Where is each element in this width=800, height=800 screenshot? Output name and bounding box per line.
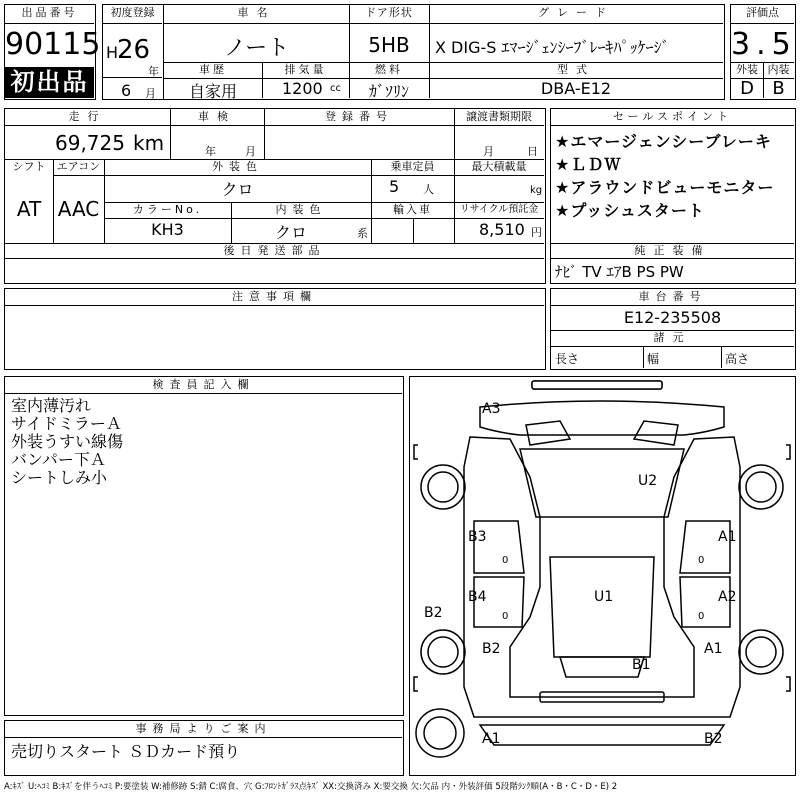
- interior-label: 内装: [767, 63, 790, 76]
- capacity-unit: 人: [423, 183, 434, 196]
- legend: A:ｷｽﾞ U:ﾍｺﾐ B:ｷｽﾞを伴うﾍｺﾐ P:要塗装 W:補修跡 S:錆 C:腐食、穴 G:ﾌﾛﾝﾄｶﾞﾗｽ点ｷｽﾞ XX:交換済み X:要交換 欠:欠品 内・外装評価 5段階ﾗﾝｸ順(A・B・C・D・E) 2: [4, 782, 618, 792]
- sales-point-item: ★ＬＤＷ: [555, 155, 622, 174]
- first-reg-label: 初度登録: [110, 6, 155, 19]
- mileage-label: 走行: [68, 110, 107, 123]
- score: 3.5: [731, 27, 797, 62]
- chassis-label: 車台番号: [638, 290, 707, 303]
- sales-points-label: セールスポイント: [612, 110, 732, 123]
- office-label: 事務局よりご案内: [135, 722, 272, 735]
- spare-wheel: [416, 709, 464, 757]
- diagram-label-b3: B3: [468, 529, 487, 545]
- inspection-year-unit: 年: [205, 145, 216, 158]
- shift-label: シフト: [12, 160, 46, 173]
- mileage: 69,725: [55, 131, 125, 155]
- equipment-label: 純正装備: [634, 244, 711, 257]
- remark-item: サイドミラーＡ: [11, 414, 122, 433]
- diagram-label-a1-mid: A1: [704, 641, 723, 657]
- recycle-label: リサイクル預託金: [459, 204, 539, 215]
- month-unit: 月: [145, 87, 156, 100]
- inspection-month-unit: 月: [245, 145, 256, 158]
- sales-point-item: ★プッシュスタート: [555, 201, 705, 220]
- model-label: 型式: [557, 63, 595, 76]
- transfer-day-unit: 日: [527, 145, 538, 158]
- displacement-unit: cc: [330, 83, 341, 94]
- windshield-right: [634, 421, 678, 445]
- notes-box: [4, 288, 546, 370]
- ac: AAC: [57, 197, 100, 221]
- office-message: 売切りスタート ＳＤカード預り: [11, 742, 241, 761]
- year-number: 26: [117, 35, 151, 65]
- recycle: 8,510: [479, 220, 525, 239]
- lot-label: 出品番号: [21, 6, 78, 19]
- color-no-label: カラーNo.: [132, 203, 203, 216]
- int-color-label: 内装色: [275, 203, 327, 216]
- history: 自家用: [188, 82, 237, 101]
- load-label: 最大積載量: [471, 160, 527, 173]
- reg-no-label: 登録番号: [325, 110, 393, 123]
- diagram-label-a2: A2: [718, 589, 737, 605]
- zero-mark: 0: [502, 555, 509, 566]
- grade: X DIG-S ｴﾏｰｼﾞｪﾝｼｰﾌﾞﾚｰｷﾊﾟｯｹｰｼﾞ: [435, 38, 670, 57]
- diagram-label-b2-bottom: B2: [704, 731, 723, 747]
- car-name-label: 車名: [237, 6, 276, 19]
- diagram-label-u1: U1: [594, 589, 614, 605]
- damage-diagram-box: [409, 376, 796, 776]
- fuel-label: 燃料: [375, 63, 403, 76]
- remark-item: 外装うすい線傷: [11, 432, 124, 451]
- car-name: ノート: [223, 36, 290, 61]
- score-label: 評価点: [746, 6, 779, 19]
- office-box: [4, 720, 404, 776]
- notes-label: 注意事項欄: [232, 290, 317, 303]
- int-color: クロ: [274, 223, 307, 242]
- model: DBA-E12: [540, 79, 612, 98]
- height-label: 高さ: [725, 352, 750, 366]
- interior-grade: B: [772, 78, 785, 99]
- first-sale-badge: 初出品: [5, 67, 94, 98]
- zero-mark: 0: [698, 555, 705, 566]
- ext-color: クロ: [221, 180, 254, 199]
- color-no: KH3: [151, 220, 184, 239]
- ac-label: エアコン: [56, 160, 101, 173]
- fuel: ｶﾞｿﾘﾝ: [368, 82, 409, 101]
- diagram-label-b2-left: B2: [424, 605, 443, 621]
- equipment-value: ﾅﾋﾞ TV ｴｱB PS PW: [555, 263, 684, 281]
- car-diagram: [410, 377, 794, 774]
- ext-color-label: 外装色: [212, 160, 263, 173]
- zero-mark: 0: [502, 611, 509, 622]
- chassis-number: E12-235508: [623, 308, 722, 327]
- diagram-label-b4: B4: [468, 589, 487, 605]
- year-unit: 年: [148, 65, 159, 78]
- first-registration-box: [102, 4, 164, 100]
- shift: AT: [16, 197, 42, 221]
- vehicle-info-box: [163, 4, 725, 100]
- inspector-box: [4, 376, 404, 716]
- diagram-label-a1-top: A1: [718, 529, 737, 545]
- sales-point-item: ★エマージェンシーブレーキ: [555, 132, 772, 151]
- inspector-label: 検査員記入欄: [152, 378, 255, 391]
- diagram-label-b1: B1: [632, 657, 651, 673]
- mileage-unit: km: [133, 131, 165, 155]
- inspection-label: 車検: [198, 110, 236, 123]
- grade-label: グレード: [538, 6, 614, 19]
- import-label: 輸入車: [393, 203, 432, 216]
- remark-item: バンパー下Ａ: [11, 450, 106, 469]
- diagram-label-a3: A3: [482, 401, 501, 417]
- remark-item: 室内薄汚れ: [11, 396, 92, 415]
- diagram-label-u2: U2: [638, 473, 658, 489]
- remark-item: シートしみ小: [11, 468, 108, 487]
- int-color-suffix: 系: [357, 227, 368, 240]
- spec-label: 諸元: [653, 331, 692, 344]
- cabin-roof: [550, 557, 654, 657]
- length-label: 長さ: [555, 352, 580, 366]
- width-label: 幅: [647, 352, 660, 366]
- lot-number: 90115: [5, 27, 101, 62]
- transfer-label: 譲渡書類期限: [466, 110, 532, 123]
- exterior-grade: D: [740, 78, 754, 99]
- month-number: 6: [121, 81, 132, 100]
- capacity: 5: [389, 177, 400, 196]
- windshield-left: [526, 421, 570, 445]
- chassis-box: [550, 288, 796, 370]
- displacement: 1200: [282, 79, 323, 98]
- era-letter: H: [106, 43, 119, 62]
- front-bumper: [480, 401, 724, 435]
- hood: [520, 449, 684, 517]
- history-label: 車歴: [199, 63, 227, 76]
- zero-mark: 0: [698, 611, 705, 622]
- sales-point-item: ★アラウンドビューモニター: [555, 178, 775, 197]
- recycle-unit: 円: [531, 226, 542, 239]
- door-label: ドア形状: [365, 6, 413, 19]
- lot-number-box: [4, 4, 101, 100]
- load-unit: kg: [530, 185, 543, 196]
- capacity-label: 乗車定員: [390, 160, 435, 173]
- diagram-label-a1-bottom: A1: [482, 731, 501, 747]
- sales-points-box: [550, 108, 796, 284]
- diagram-label-b2-mid: B2: [482, 641, 501, 657]
- details-box: [4, 108, 546, 284]
- exterior-label: 外装: [736, 63, 758, 76]
- transfer-month-unit: 月: [483, 145, 494, 158]
- displacement-label: 排気量: [284, 63, 327, 76]
- door-type: 5HB: [368, 33, 410, 57]
- score-box: [730, 4, 796, 100]
- later-parts-label: 後日発送部品: [223, 244, 326, 257]
